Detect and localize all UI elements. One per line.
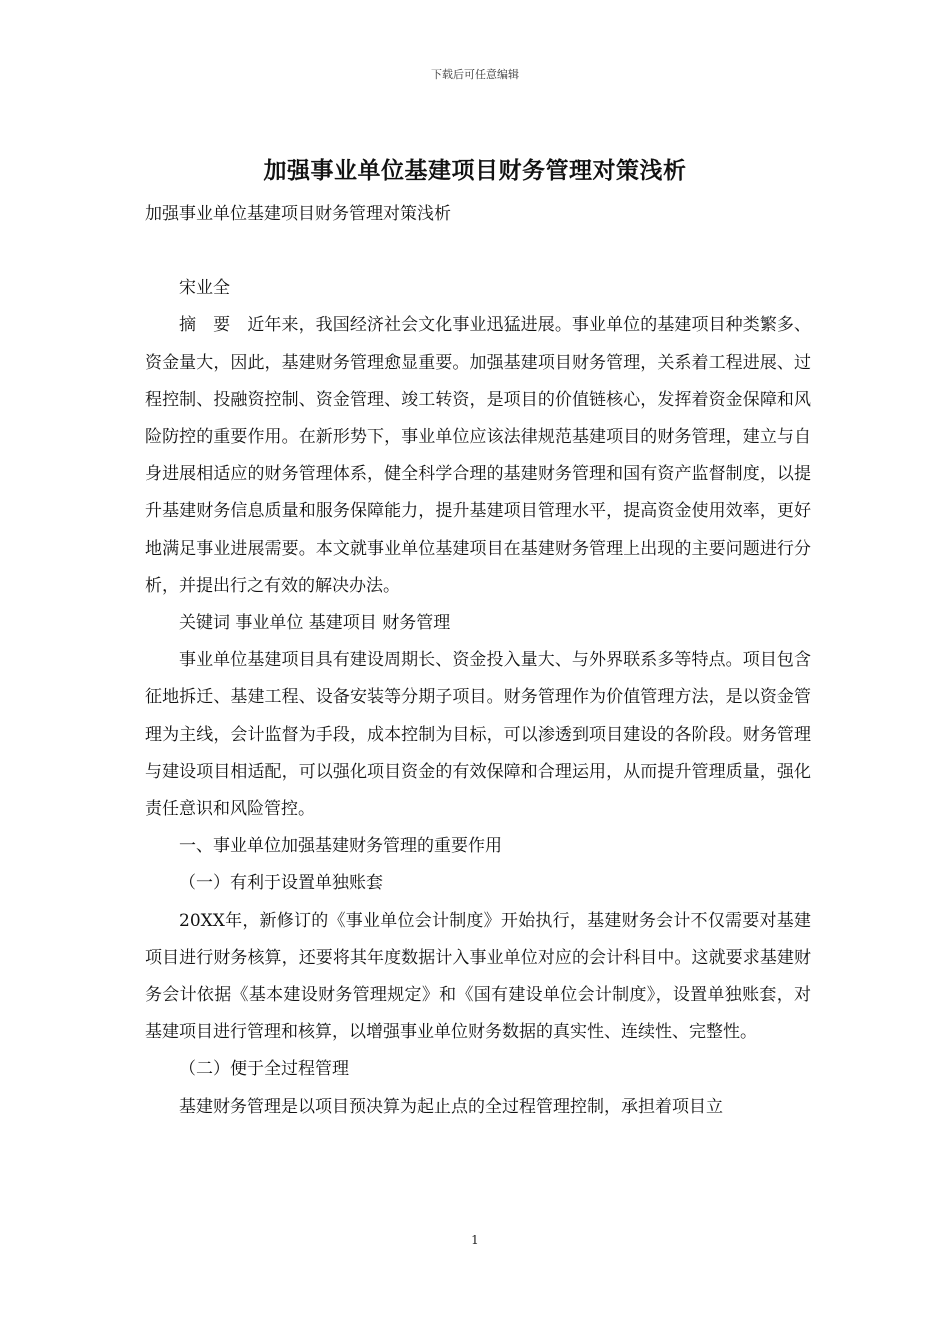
blank-line <box>145 233 811 270</box>
author: 宋业全 <box>179 278 230 299</box>
keywords: 关键词 事业单位 基建项目 财务管理 <box>179 613 451 634</box>
abstract-paragraph: 摘 要 近年来，我国经济社会文化事业迅猛进展。事业单位的基建项目种类繁多、资金量大，因此，基建财务管理愈显重要。加强基建项目财务管理，关系着工程进展、过程控制、投融资控制、资金管理、竣工转资，是项目的价值链核心，发挥着资金保障和风险防控的重要作用。在新形势下，事业单位应该法律规范基建项目的财务管理，建立与自身进展相适应的财务管理体系，健全科学合理的基建财务管理和国有资产监督制度，以提升基建财务信息质量和服务保障能力，提升基建项目管理水平，提高资金使用效率，更好地满足事业进展需要。本文就事业单位基建项目在基建财务管理上出现的主要问题进行分析，并提出行之有效的解决办法。 <box>145 315 811 596</box>
body-paragraph: 基建财务管理是以项目预决算为起止点的全过程管理控制，承担着项目立 <box>179 1096 723 1117</box>
subtitle: 加强事业单位基建项目财务管理对策浅析 <box>145 204 451 224</box>
document-title: 加强事业单位基建项目财务管理对策浅析 <box>263 157 687 184</box>
body-paragraph: 20XX年，新修订的《事业单位会计制度》开始执行，基建财务会计不仅需要对基建项目进行财务核算，还要将其年度数据计入事业单位对应的会计科目中。这就要求基建财务会计依据《基本建设财务管理规定》和《国有建设单位会计制度》，设置单独账套，对基建项目进行管理和核算，以增强事业单位财务数据的真实性、连续性、完整性。 <box>145 910 811 1043</box>
subsection-heading: （一）有利于设置单独账套 <box>179 873 383 894</box>
section-heading: 一、事业单位加强基建财务管理的重要作用 <box>179 836 502 857</box>
intro-paragraph: 事业单位基建项目具有建设周期长、资金投入量大、与外界联系多等特点。项目包含征地拆迁、基建工程、设备安装等分期子项目。财务管理作为价值管理方法，是以资金管理为主线，会计监督为手段，成本控制为目标，可以渗透到项目建设的各阶段。财务管理与建设项目相适配，可以强化项目资金的有效保障和合理运用，从而提升管理质量，强化责任意识和风险管控。 <box>145 650 811 820</box>
subsection-heading: （二）便于全过程管理 <box>179 1059 349 1080</box>
document-body <box>145 196 811 1126</box>
page-header: 下载后可任意编辑 <box>431 68 519 81</box>
page-number: 1 <box>471 1233 479 1247</box>
